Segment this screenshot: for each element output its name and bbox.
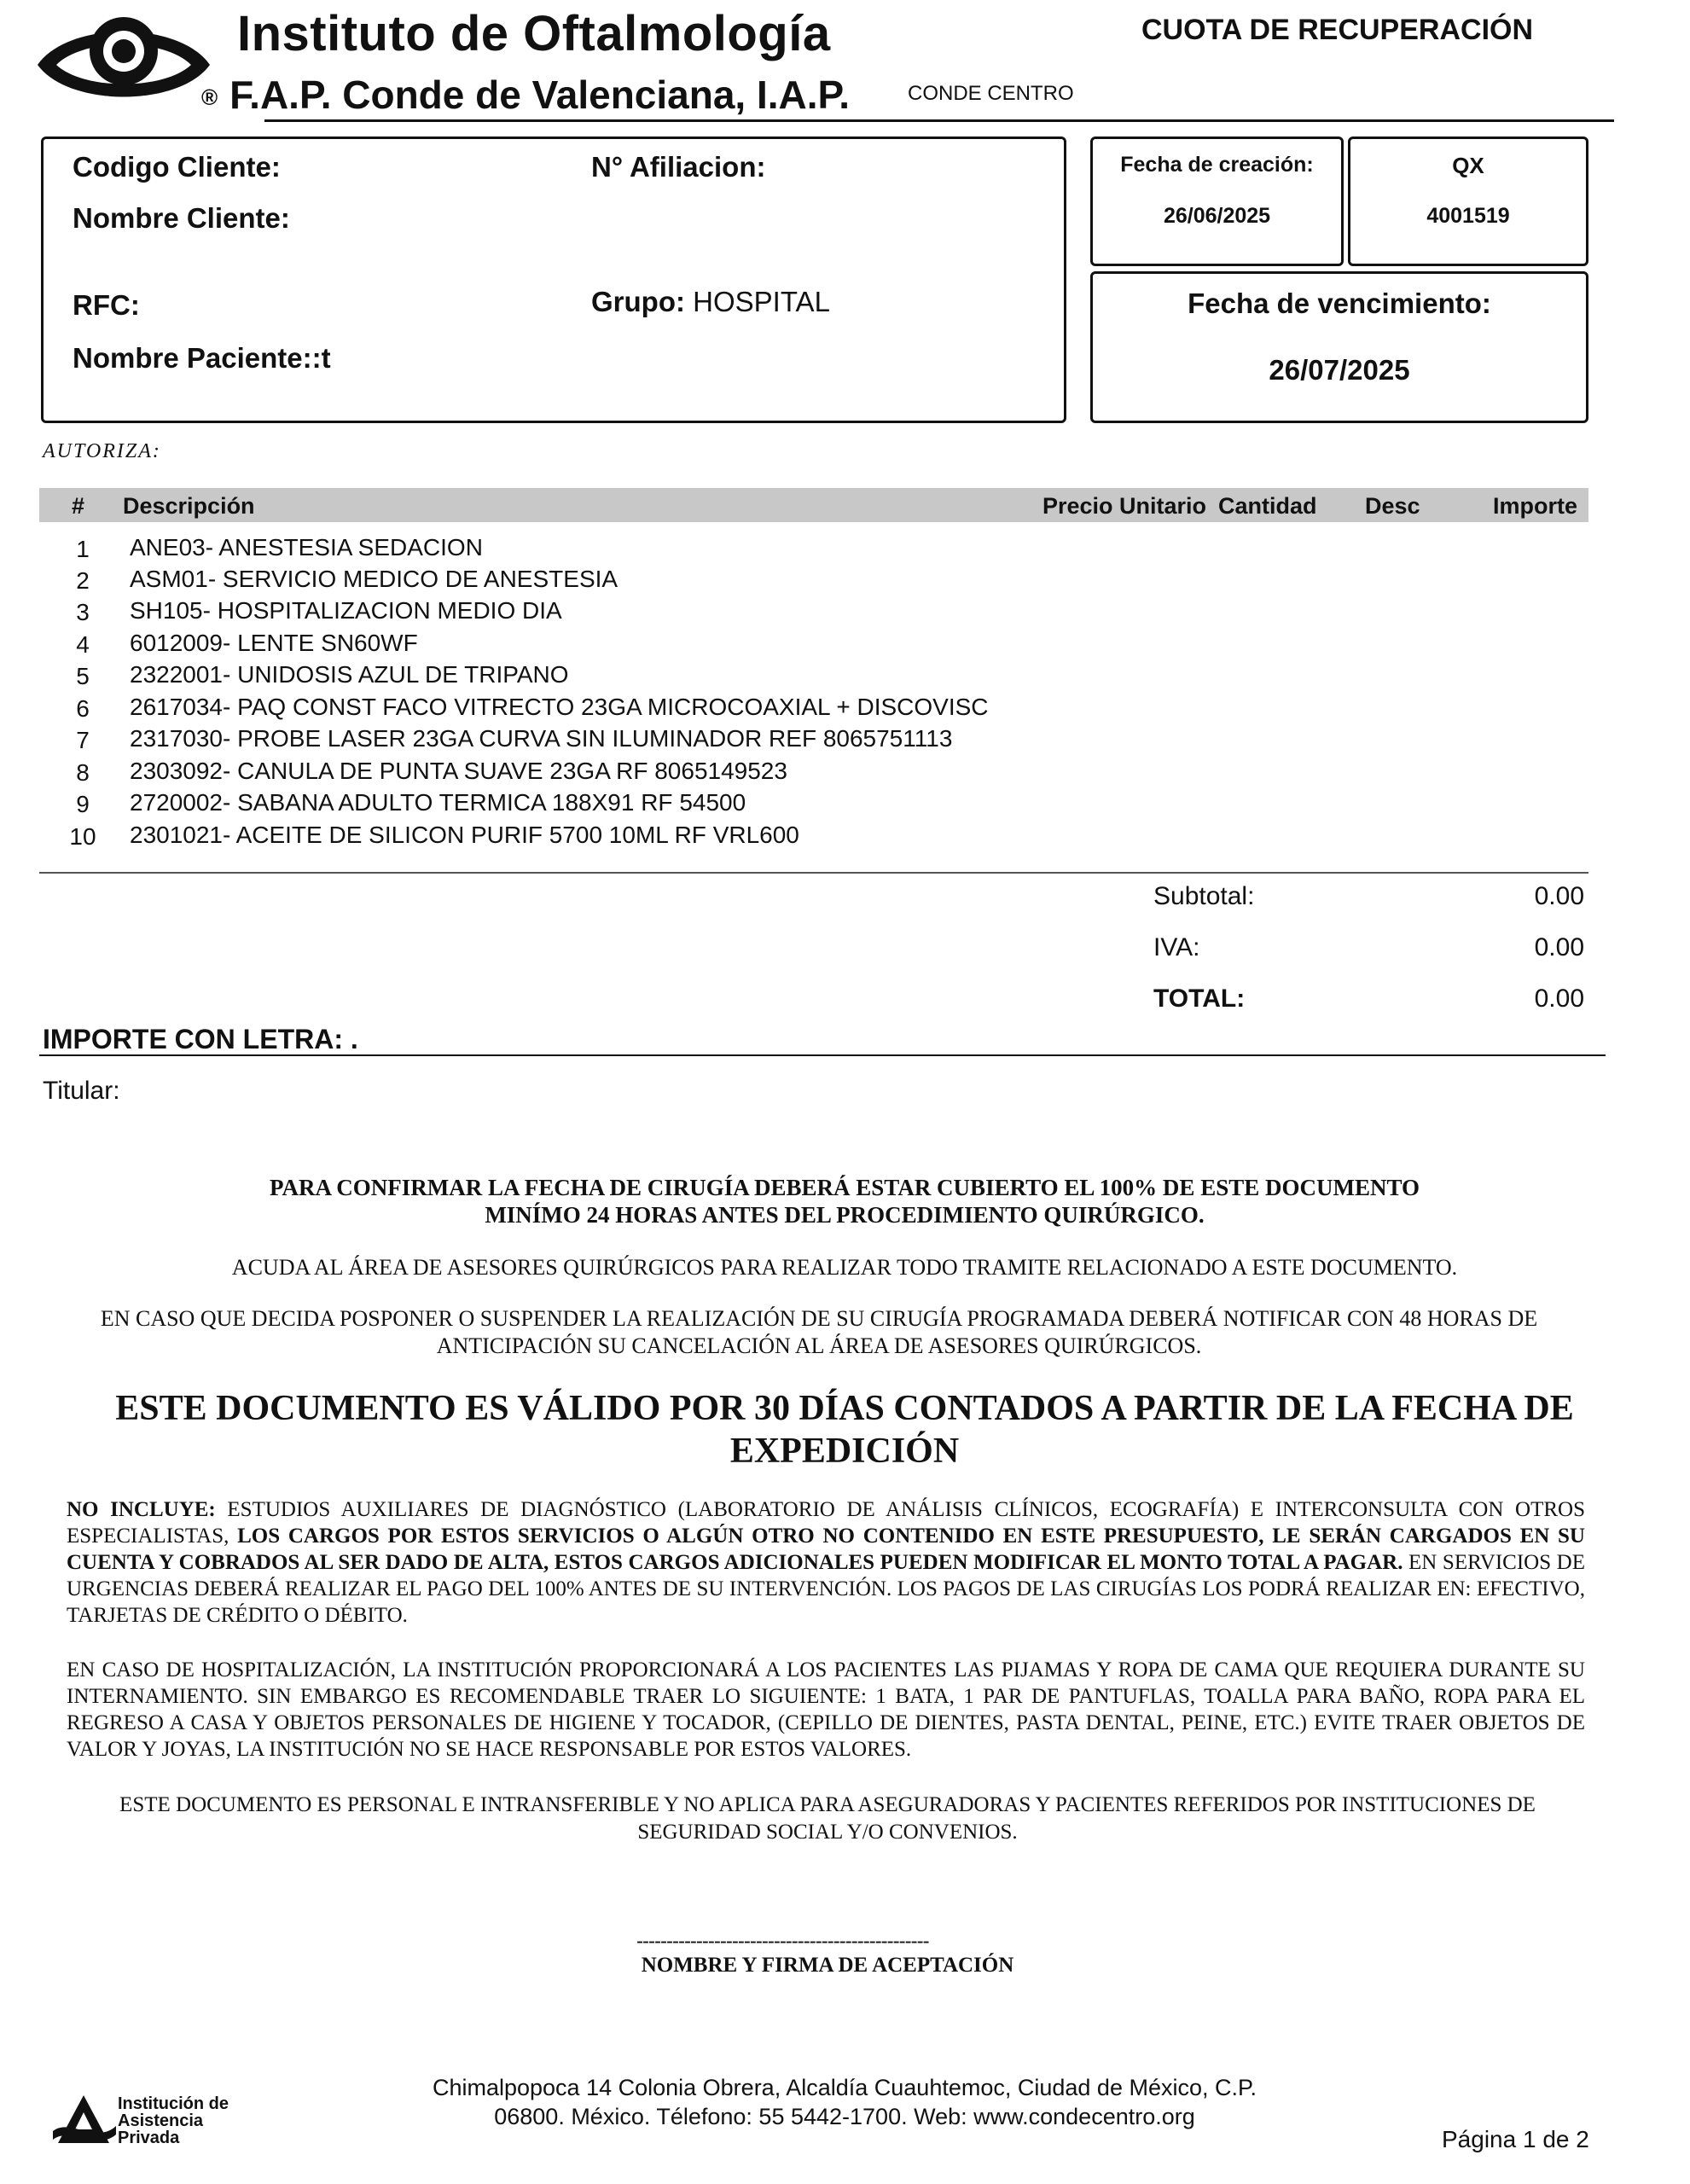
table-header-bar <box>39 488 1588 522</box>
iva-value: 0.00 <box>1534 933 1584 961</box>
header-divider <box>264 119 1614 122</box>
row-description: 2720002- SABANA ADULTO TERMICA 188X91 RF 54500 <box>130 789 746 816</box>
row-number: 1 <box>76 536 90 562</box>
exclusions-charges-text: LOS CARGOS POR ESTOS SERVICIOS O ALGÚN OTRO NO CONTENIDO EN ESTE PRESUPUESTO, LE SERÁN CARGADOS EN SU CUENTA Y COBRADOS AL SER DADO DE ALTA, ESTOS CARGOS ADICIONALES PUEDEN MODIFICAR EL MONTO TOTAL A PAGAR. <box>67 1525 1585 1574</box>
items-divider <box>39 872 1588 874</box>
iap-line-3: Privada <box>118 2129 180 2147</box>
affiliation-label: N° Afiliacion: <box>591 151 766 183</box>
non-transferable-notice: ESTE DOCUMENTO ES PERSONAL E INTRANSFERIBLE Y NO APLICA PARA ASEGURADORAS Y PACIENTES REFERIDOS POR INSTITUCIONES DE SEGURIDAD SOCIAL Y/O CONVENIOS. <box>119 1793 1536 1844</box>
validity-notice: ESTE DOCUMENTO ES VÁLIDO POR 30 DÍAS CONTADOS A PARTIR DE LA FECHA DE EXPEDICIÓN <box>115 1389 1574 1471</box>
due-date-value: 26/07/2025 <box>1269 354 1410 386</box>
document-type: CUOTA DE RECUPERACIÓN <box>1141 14 1534 46</box>
iap-label <box>118 2095 229 2146</box>
col-header-amount: Importe <box>1493 493 1578 519</box>
institute-eye-logo <box>34 12 213 114</box>
col-header-discount: Desc <box>1365 493 1420 519</box>
authorize-label: AUTORIZA: <box>43 440 161 462</box>
row-number: 2 <box>76 567 90 594</box>
exclusions-payment-text: EN SERVICIOS DE URGENCIAS DEBERÁ REALIZAR EL PAGO DEL 100% ANTES DE SU INTERVENCIÓN. LOS PAGOS DE LAS CIRUGÍAS LOS PODRÁ REALIZAR EN: EFECTIVO, TARJETAS DE CRÉDITO O DÉBITO. <box>67 1551 1585 1627</box>
col-header-number: # <box>72 493 85 519</box>
hospitalization-paragraph: EN CASO DE HOSPITALIZACIÓN, LA INSTITUCIÓN PROPORCIONARÁ A LOS PACIENTES LAS PIJAMAS Y ROPA DE CAMA QUE REQUIERA DURANTE SU INTERNAMIENTO. SIN EMBARGO ES RECOMENDABLE TRAER LO SIGUIENTE: 1 BATA, 1 PAR DE PANTUFLAS, TOALLA PARA BAÑO, ROPA PARA EL REGRESO A CASA Y OBJETOS PERSONALES DE HIGIENE Y TOCADOR, (CEPILLO DE DIENTES, PASTA DENTAL, PEINE, ETC.) EVITE TRAER OBJETOS DE VALOR Y JOYAS, LA INSTITUCIÓN NO SE HACE RESPONSABLE POR ESTOS VALORES. <box>67 1658 1585 1761</box>
group-value: HOSPITAL <box>693 286 830 317</box>
row-description: 2322001- UNIDOSIS AZUL DE TRIPANO <box>130 661 569 688</box>
rfc-label: RFC: <box>73 289 140 321</box>
institute-name: Instituto de Oftalmología <box>237 6 831 61</box>
institute-subtitle-text: F.A.P. Conde de Valenciana, I.A.P. <box>229 73 851 117</box>
cancellation-notice: EN CASO QUE DECIDA POSPONER O SUSPENDER LA REALIZACIÓN DE SU CIRUGÍA PROGRAMADA DEBERÁ NOTIFICAR CON 48 HORAS DE ANTICIPACIÓN SU CANCELACIÓN AL ÁREA DE ASESORES QUIRÚRGICOS. <box>100 1306 1538 1358</box>
row-number: 5 <box>76 663 90 689</box>
subtotal-label: Subtotal: <box>1153 882 1255 910</box>
row-description: 6012009- LENTE SN60WF <box>130 630 418 656</box>
registered-mark: ® <box>201 84 218 111</box>
qx-value: 4001519 <box>1426 204 1510 228</box>
subtotal-value: 0.00 <box>1534 882 1584 910</box>
row-description: ASM01- SERVICIO MEDICO DE ANESTESIA <box>130 566 619 592</box>
due-date-label: Fecha de vencimiento: <box>1188 288 1491 319</box>
client-name-label: Nombre Cliente: <box>73 202 290 234</box>
iva-label: IVA: <box>1153 933 1200 961</box>
row-number: 7 <box>76 727 90 753</box>
institute-subtitle <box>201 72 850 118</box>
exclusions-paragraph <box>67 1496 1585 1629</box>
patient-name-label: Nombre Paciente::t <box>73 342 331 374</box>
row-description: 2303092- CANULA DE PUNTA SUAVE 23GA RF 8065149523 <box>130 758 787 784</box>
exclusions-label: NO INCLUYE: <box>67 1498 216 1521</box>
signature-label: NOMBRE Y FIRMA DE ACEPTACIÓN <box>641 1954 1014 1977</box>
total-label: TOTAL: <box>1153 985 1246 1013</box>
iap-line-1: Institución de <box>118 2094 229 2113</box>
created-date-label: Fecha de creación: <box>1120 153 1314 177</box>
group-field <box>591 286 830 318</box>
row-description: 2317030- PROBE LASER 23GA CURVA SIN ILUMINADOR REF 8065751113 <box>130 725 953 752</box>
row-description: ANE03- ANESTESIA SEDACION <box>130 534 483 561</box>
qx-box <box>1348 136 1588 266</box>
titular-label: Titular: <box>43 1077 120 1105</box>
row-number: 3 <box>76 599 90 625</box>
row-number: 10 <box>69 823 96 850</box>
row-number: 9 <box>76 791 90 817</box>
advisors-notice: ACUDA AL ÁREA DE ASESORES QUIRÚRGICOS PARA REALIZAR TODO TRAMITE RELACIONADO A ESTE DOCUMENTO. <box>231 1255 1458 1280</box>
exclusions-text: ESTUDIOS AUXILIARES DE DIAGNÓSTICO (LABORATORIO DE ANÁLISIS CLÍNICOS, ECOGRAFÍA) E INTERCONSULTA CON OTROS ESPECIALISTAS, <box>67 1498 1585 1548</box>
row-description: SH105- HOSPITALIZACION MEDIO DIA <box>130 597 562 624</box>
group-label: Grupo: <box>591 286 685 317</box>
col-header-description: Descripción <box>123 493 255 519</box>
total-value: 0.00 <box>1534 985 1584 1013</box>
iap-line-2: Asistencia <box>118 2111 204 2130</box>
col-header-unit-price: Precio Unitario <box>1042 493 1207 519</box>
amount-in-words-label: IMPORTE CON LETRA: . <box>43 1024 358 1054</box>
created-date-box <box>1090 136 1344 266</box>
row-number: 6 <box>76 695 90 722</box>
address-line-2: 06800. México. Télefono: 55 5442-1700. Web: www.condecentro.org <box>494 2104 1195 2129</box>
row-description: 2617034- PAQ CONST FACO VITRECTO 23GA MICROCOAXIAL + DISCOVISC <box>130 694 989 720</box>
surgery-confirmation-line2: MINÍMO 24 HORAS ANTES DEL PROCEDIMIENTO QUIRÚRGICO. <box>485 1202 1205 1228</box>
address-line-1: Chimalpopoca 14 Colonia Obrera, Alcaldía Cuauhtemoc, Ciudad de México, C.P. <box>432 2075 1257 2100</box>
col-header-quantity: Cantidad <box>1218 493 1317 519</box>
amount-in-words-line <box>39 1054 1606 1056</box>
row-number: 4 <box>76 631 90 658</box>
client-code-label: Codigo Cliente: <box>73 151 281 183</box>
signature-line: ------------------------------------------------- <box>636 1930 929 1953</box>
surgery-confirmation-line1: PARA CONFIRMAR LA FECHA DE CIRUGÍA DEBERÁ ESTAR CUBIERTO EL 100% DE ESTE DOCUMENTO <box>269 1175 1420 1200</box>
footer-address <box>375 2073 1314 2131</box>
created-date-value: 26/06/2025 <box>1163 204 1271 228</box>
branch-name: CONDE CENTRO <box>908 82 1074 105</box>
page-number: Página 1 de 2 <box>1442 2126 1589 2152</box>
client-info-box <box>41 136 1066 423</box>
surgery-confirmation-notice <box>213 1174 1476 1228</box>
qx-label: QX <box>1452 153 1484 178</box>
due-date-box <box>1090 271 1588 423</box>
row-number: 8 <box>76 759 90 786</box>
row-description: 2301021- ACEITE DE SILICON PURIF 5700 10ML RF VRL600 <box>130 822 799 848</box>
